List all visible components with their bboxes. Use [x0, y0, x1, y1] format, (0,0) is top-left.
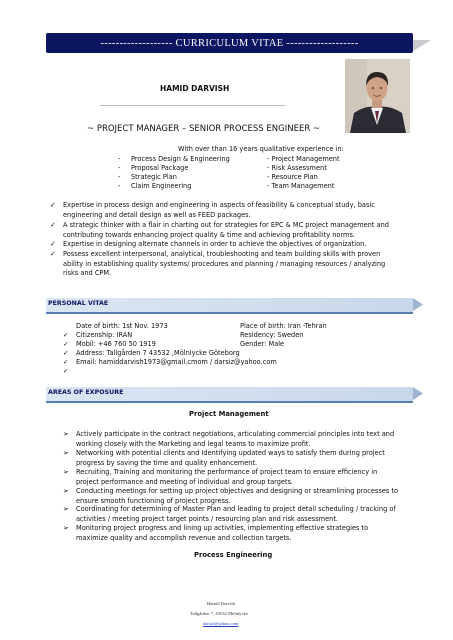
subsection-title-project-management: Project Management [189, 410, 269, 418]
exposure-item: ➢ Actively participate in the contract negotiations, articulating commercial principles into text and working closely with the Marketing and legal teams to maximize profit. [63, 430, 395, 448]
cv-title: ------------------- CURRICULUM VITAE ------------------- [100, 37, 359, 49]
summary-item: ✓ Possess excellent interpersonal, analytical, troubleshooting and team building skills with proven ability in establishing quality systems/ procedures and planning / managing resources / analyzing risks and CPM. [50, 250, 386, 277]
professional-headline: ~ PROJECT MANAGER – SENIOR PROCESS ENGINEER ~ [87, 124, 321, 134]
exposure-item: ➢ Coordinating for determining of Master Plan and leading to project detail scheduling / tracking of activities / meeting project target points / resourcing plan and risk assessment. [63, 505, 396, 523]
section-title: AREAS OF EXPOSURE [48, 389, 124, 396]
skill-item: - Project Management [267, 155, 340, 163]
experience-intro: With over than 16 years qualitative experience in: [178, 145, 344, 153]
exposure-item: ➢ Monitoring project progress and lining up activities, implementing effective strategies to maximize quality and accomplish revenue and collection targets. [63, 524, 369, 542]
exposure-item: ➢ Conducting meetings for setting up project objectives and designing or streamlining processes to ensure smooth functioning of project progress. [63, 487, 399, 505]
section-header-exposure [46, 387, 413, 403]
skill-item: Strategic Plan [131, 173, 177, 181]
name-divider [100, 105, 286, 106]
section-header-personal [46, 298, 413, 314]
arrow-bullet-icon: ➢ [63, 430, 69, 438]
checkmark-icon: ✓ [50, 240, 56, 248]
checkmark-icon: ✓ [63, 349, 69, 357]
skill-item: - Team Management [267, 182, 335, 190]
skill-item: Proposal Package [131, 164, 189, 172]
arrow-bullet-icon: ➢ [63, 487, 69, 495]
arrow-bullet-icon: ➢ [63, 505, 69, 513]
subsection-title-process-engineering: Process Engineering [194, 551, 273, 559]
checkmark-icon: ✓ [50, 221, 56, 229]
place-of-birth: Place of birth: Iran -Tehran [240, 322, 327, 330]
exposure-item: ➢ Recruiting, Training and monitoring the performance of project team to ensure efficiency in project performance and meeting of individual and group targets. [63, 468, 378, 486]
arrow-bullet-icon: ➢ [63, 449, 69, 457]
checkmark-icon: ✓ [63, 331, 69, 339]
skill-dash: - [118, 155, 121, 163]
checkmark-icon: ✓ [50, 201, 56, 209]
skill-item: - Risk Assessment [267, 164, 327, 172]
gender: Gender: Male [240, 340, 285, 348]
arrow-bullet-icon: ➢ [63, 524, 69, 532]
checkmark-icon: ✓ [63, 340, 69, 348]
footer-address: Tallgården 7, 43532 Mölnlycke [190, 611, 248, 616]
exposure-item: ➢ Networking with potential clients and Identifying updated ways to satisfy them during project progress by saving the time and quality enhancement. [63, 449, 385, 467]
cv-title-banner [46, 33, 413, 53]
address: Address: Tallgården 7 43532 ,Mölnlycke Göteborg [76, 349, 240, 357]
citizenship: Citizenship: IRAN [76, 331, 133, 339]
candidate-name: HAMID DARVISH [160, 84, 230, 93]
skill-item: - Resource Plan [267, 173, 318, 181]
profile-photo [345, 59, 410, 133]
skill-dash: - [118, 164, 121, 172]
footer-email-link[interactable]: darsiz@yahoo.com [203, 621, 239, 626]
mobile-number: Mobil: +46 760 50 1919 [76, 340, 156, 348]
summary-item: ✓ A strategic thinker with a flair in charting out for strategies for EPC & MC project management and contributing towards enhancing project quality & time and achieving profitability norms. [50, 221, 389, 239]
footer-name: Hamid Darvish [207, 601, 236, 606]
checkmark-icon: ✓ [50, 250, 56, 258]
arrow-bullet-icon: ➢ [63, 468, 69, 476]
skill-item: Process Design & Engineering [131, 155, 230, 163]
summary-item: ✓ Expertise in designing alternate channels in order to achieve the objectives of organization. [50, 240, 367, 248]
checkmark-icon: ✓ [63, 367, 69, 375]
section-decoration [413, 298, 423, 311]
email: Email: hamiddarvish1973@gmail.cmom / darsiz@yahoo.com [76, 358, 277, 366]
checkmark-icon: ✓ [63, 358, 69, 366]
section-title: PERSONAL VITAE [48, 300, 109, 307]
date-of-birth: Date of birth: 1st Nov. 1973 [76, 322, 168, 330]
banner-decoration [413, 40, 431, 51]
skill-dash: - [118, 173, 121, 181]
skill-item: Claim Engineering [131, 182, 192, 190]
skill-dash: - [118, 182, 121, 190]
summary-item: ✓ Expertise in process design and engineering in aspects of feasibility & conceptual study, basic engineering and detail design as well as FEED packages. [50, 201, 375, 219]
section-decoration [413, 387, 423, 400]
residency: Residency: Sweden [240, 331, 304, 339]
